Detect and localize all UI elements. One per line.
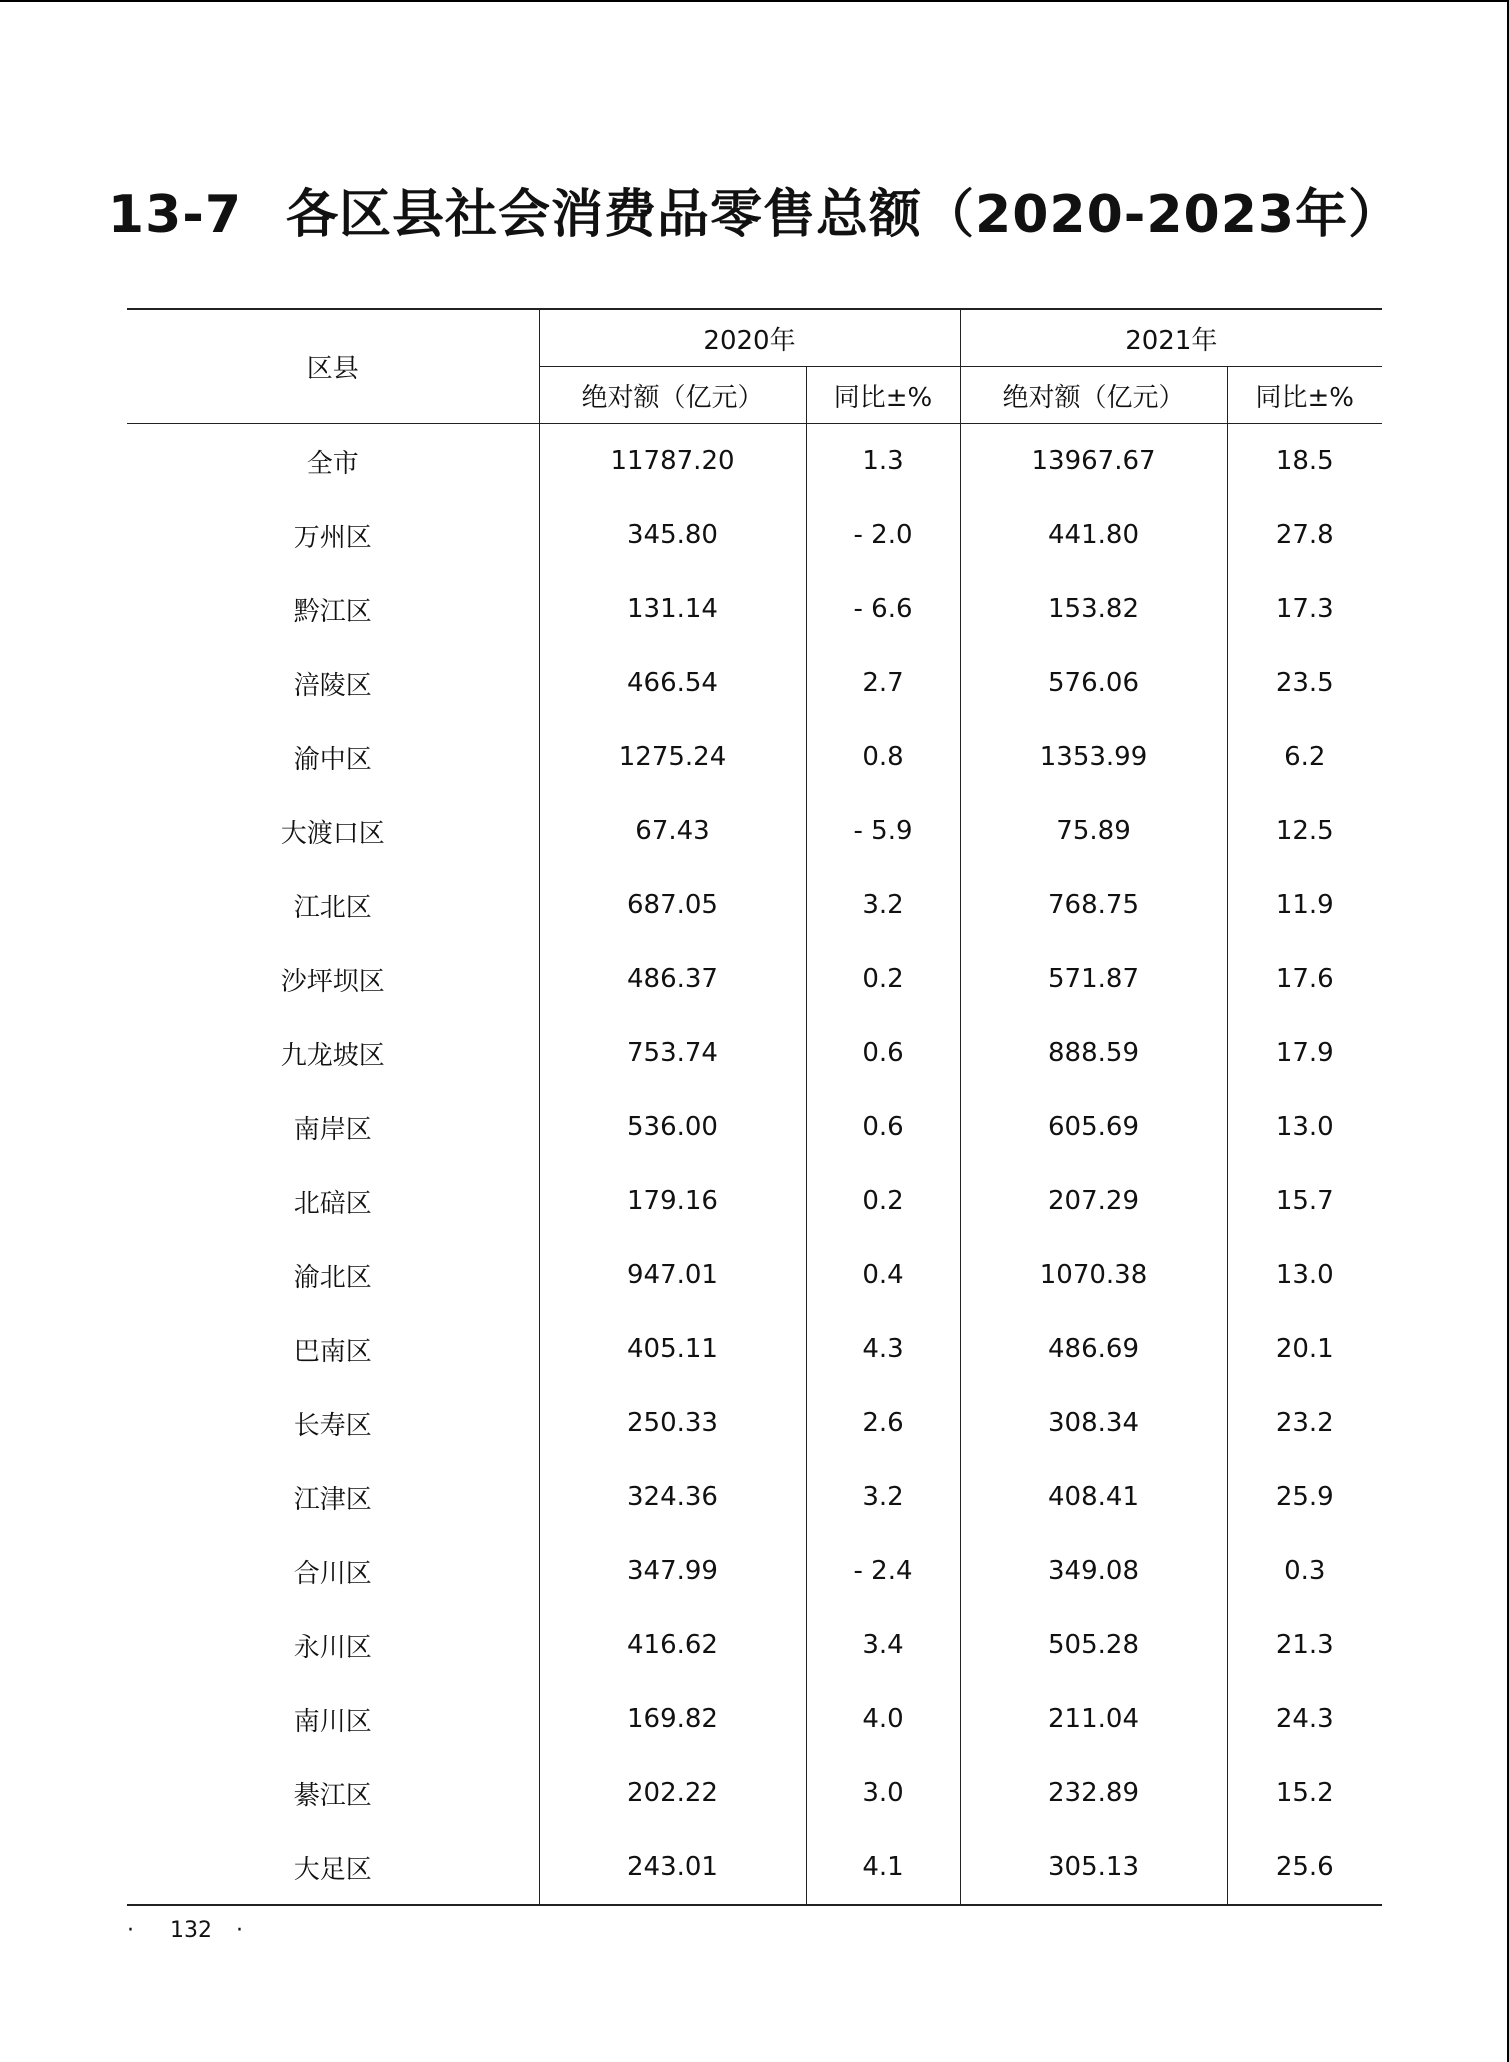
district-cell: 渝北区	[293, 1262, 372, 1293]
header-yoy-2020: 同比±%	[806, 367, 960, 424]
table-row	[127, 1460, 1382, 1534]
abs-2021-cell: 75.89	[960, 794, 1227, 868]
abs-2021-cell: 232.89	[960, 1756, 1227, 1830]
table-row	[127, 1386, 1382, 1460]
footer-dot-right: ·	[236, 1918, 243, 1943]
abs-2021-cell: 441.80	[960, 498, 1227, 572]
abs-2021-cell: 408.41	[960, 1460, 1227, 1534]
table-row	[127, 1830, 1382, 1905]
district-cell: 沙坪坝区	[280, 966, 385, 997]
header-year-2021: 2021年	[960, 309, 1382, 367]
abs-2021-cell: 13967.67	[960, 424, 1227, 499]
abs-2021-cell: 308.34	[960, 1386, 1227, 1460]
abs-2021-cell: 768.75	[960, 868, 1227, 942]
table-number: 13-7	[107, 185, 243, 245]
abs-2021-cell: 505.28	[960, 1608, 1227, 1682]
yoy-2021-cell: 15.7	[1227, 1164, 1382, 1238]
table-row	[127, 1016, 1382, 1090]
table-row	[127, 720, 1382, 794]
table-row	[127, 868, 1382, 942]
table-row	[127, 1608, 1382, 1682]
yoy-2021-cell: 17.6	[1227, 942, 1382, 1016]
yoy-2020-cell: 3.0	[806, 1756, 960, 1830]
yoy-2020-cell: - 2.0	[806, 498, 960, 572]
abs-2020-cell: 347.99	[539, 1534, 806, 1608]
district-cell: 长寿区	[293, 1410, 372, 1441]
abs-2020-cell: 243.01	[539, 1830, 806, 1905]
yoy-2021-cell: 12.5	[1227, 794, 1382, 868]
yoy-2021-cell: 13.0	[1227, 1090, 1382, 1164]
footer-dot-left: ·	[127, 1918, 134, 1943]
district-cell: 南川区	[293, 1706, 372, 1737]
table-body	[127, 424, 1382, 1906]
yoy-2020-cell: 4.1	[806, 1830, 960, 1905]
district-cell: 大足区	[293, 1854, 372, 1885]
abs-2020-cell: 250.33	[539, 1386, 806, 1460]
yoy-2020-cell: 0.8	[806, 720, 960, 794]
abs-2020-cell: 405.11	[539, 1312, 806, 1386]
yoy-2020-cell: - 2.4	[806, 1534, 960, 1608]
table-row	[127, 1238, 1382, 1312]
district-cell: 綦江区	[293, 1780, 372, 1811]
abs-2021-cell: 571.87	[960, 942, 1227, 1016]
table-row	[127, 1090, 1382, 1164]
header-yoy-2021: 同比±%	[1227, 367, 1382, 424]
abs-2021-cell: 207.29	[960, 1164, 1227, 1238]
abs-2021-cell: 888.59	[960, 1016, 1227, 1090]
district-cell: 永川区	[293, 1632, 372, 1663]
yoy-2020-cell: 3.2	[806, 1460, 960, 1534]
yoy-2020-cell: 0.2	[806, 942, 960, 1016]
yoy-2020-cell: 0.4	[806, 1238, 960, 1312]
abs-2020-cell: 131.14	[539, 572, 806, 646]
yoy-2021-cell: 23.2	[1227, 1386, 1382, 1460]
yoy-2020-cell: 1.3	[806, 424, 960, 499]
yoy-2020-cell: - 6.6	[806, 572, 960, 646]
yoy-2021-cell: 18.5	[1227, 424, 1382, 499]
yoy-2020-cell: 0.6	[806, 1090, 960, 1164]
abs-2020-cell: 687.05	[539, 868, 806, 942]
table-row	[127, 572, 1382, 646]
yoy-2020-cell: 4.0	[806, 1682, 960, 1756]
district-cell: 合川区	[293, 1558, 372, 1589]
table-row	[127, 794, 1382, 868]
abs-2020-cell: 11787.20	[539, 424, 806, 499]
yoy-2020-cell: 3.2	[806, 868, 960, 942]
abs-2020-cell: 486.37	[539, 942, 806, 1016]
yoy-2021-cell: 23.5	[1227, 646, 1382, 720]
district-cell: 江津区	[293, 1484, 372, 1515]
district-cell: 黔江区	[293, 596, 372, 627]
abs-2020-cell: 947.01	[539, 1238, 806, 1312]
abs-2021-cell: 576.06	[960, 646, 1227, 720]
yoy-2020-cell: - 5.9	[806, 794, 960, 868]
abs-2020-cell: 536.00	[539, 1090, 806, 1164]
abs-2021-cell: 305.13	[960, 1830, 1227, 1905]
abs-2021-cell: 153.82	[960, 572, 1227, 646]
district-cell: 渝中区	[293, 744, 372, 775]
district-cell: 大渡口区	[280, 818, 385, 849]
yoy-2020-cell: 0.2	[806, 1164, 960, 1238]
yoy-2021-cell: 20.1	[1227, 1312, 1382, 1386]
table-row	[127, 424, 1382, 499]
abs-2020-cell: 466.54	[539, 646, 806, 720]
abs-2020-cell: 202.22	[539, 1756, 806, 1830]
table-row	[127, 498, 1382, 572]
yoy-2021-cell: 15.2	[1227, 1756, 1382, 1830]
yoy-2021-cell: 11.9	[1227, 868, 1382, 942]
abs-2021-cell: 211.04	[960, 1682, 1227, 1756]
yoy-2021-cell: 21.3	[1227, 1608, 1382, 1682]
yoy-2020-cell: 3.4	[806, 1608, 960, 1682]
district-cell: 全市	[306, 448, 359, 479]
retail-sales-table	[127, 308, 1382, 1906]
page-footer	[127, 1918, 243, 1943]
district-cell: 江北区	[293, 892, 372, 923]
yoy-2021-cell: 0.3	[1227, 1534, 1382, 1608]
district-cell: 万州区	[293, 522, 372, 553]
yoy-2021-cell: 17.3	[1227, 572, 1382, 646]
table-row	[127, 1682, 1382, 1756]
abs-2021-cell: 1070.38	[960, 1238, 1227, 1312]
abs-2020-cell: 169.82	[539, 1682, 806, 1756]
header-year-2020: 2020年	[539, 309, 960, 367]
page-title	[0, 172, 1509, 247]
abs-2020-cell: 1275.24	[539, 720, 806, 794]
header-district: 区县	[306, 354, 359, 384]
yoy-2020-cell: 2.6	[806, 1386, 960, 1460]
table-row	[127, 1164, 1382, 1238]
table-row	[127, 1534, 1382, 1608]
table-title-text: 各区县社会消费品零售总额（2020-2023年）	[286, 185, 1402, 245]
table-row	[127, 646, 1382, 720]
table-row	[127, 942, 1382, 1016]
abs-2020-cell: 179.16	[539, 1164, 806, 1238]
header-abs-2020: 绝对额（亿元）	[539, 367, 806, 424]
yoy-2020-cell: 2.7	[806, 646, 960, 720]
yoy-2021-cell: 13.0	[1227, 1238, 1382, 1312]
yoy-2021-cell: 25.9	[1227, 1460, 1382, 1534]
abs-2021-cell: 486.69	[960, 1312, 1227, 1386]
district-cell: 涪陵区	[293, 670, 372, 701]
yoy-2021-cell: 17.9	[1227, 1016, 1382, 1090]
abs-2020-cell: 67.43	[539, 794, 806, 868]
abs-2021-cell: 349.08	[960, 1534, 1227, 1608]
abs-2021-cell: 1353.99	[960, 720, 1227, 794]
table-row	[127, 1312, 1382, 1386]
district-cell: 九龙坡区	[280, 1040, 385, 1071]
yoy-2021-cell: 27.8	[1227, 498, 1382, 572]
district-cell: 巴南区	[293, 1336, 372, 1367]
page-number: 132	[170, 1918, 212, 1943]
yoy-2021-cell: 25.6	[1227, 1830, 1382, 1905]
yoy-2021-cell: 6.2	[1227, 720, 1382, 794]
district-cell: 南岸区	[293, 1114, 372, 1145]
yoy-2020-cell: 0.6	[806, 1016, 960, 1090]
abs-2020-cell: 345.80	[539, 498, 806, 572]
table-row	[127, 1756, 1382, 1830]
yoy-2021-cell: 24.3	[1227, 1682, 1382, 1756]
abs-2021-cell: 605.69	[960, 1090, 1227, 1164]
abs-2020-cell: 416.62	[539, 1608, 806, 1682]
district-cell: 北碚区	[293, 1188, 372, 1219]
abs-2020-cell: 324.36	[539, 1460, 806, 1534]
yoy-2020-cell: 4.3	[806, 1312, 960, 1386]
abs-2020-cell: 753.74	[539, 1016, 806, 1090]
header-abs-2021: 绝对额（亿元）	[960, 367, 1227, 424]
